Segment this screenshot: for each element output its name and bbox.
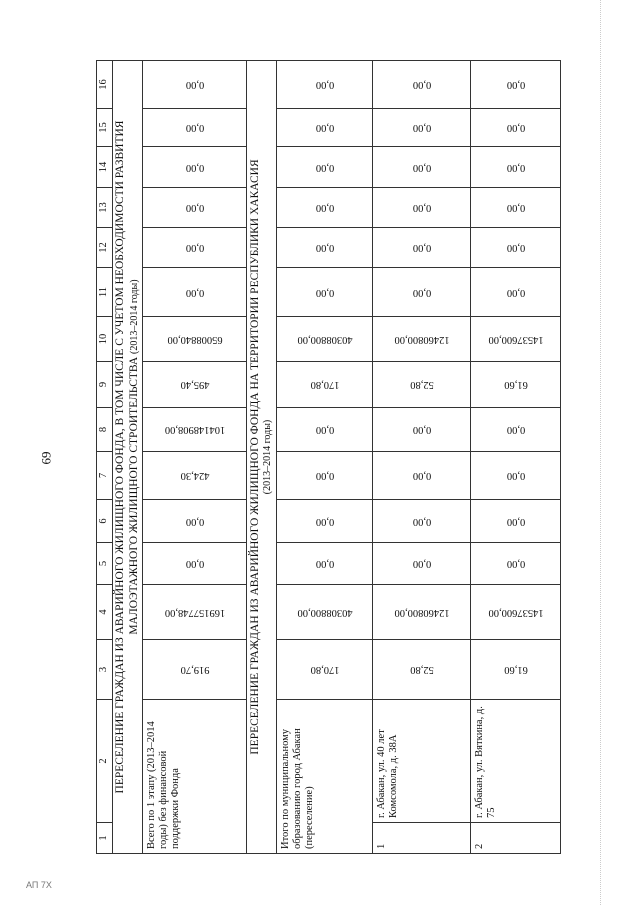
subtotal-row-label: Итого по муниципальному образованию город Абакан (переселение) <box>277 700 373 854</box>
value-text: 0,00 <box>185 122 204 134</box>
value-cell-col-9 <box>471 362 561 408</box>
column-number-12: 12 <box>97 228 113 268</box>
value-cell-col-3 <box>143 640 247 700</box>
value-text: 0,00 <box>506 79 525 91</box>
value-text: 0,00 <box>185 79 204 91</box>
value-cell-col-5 <box>143 543 247 585</box>
value-text: 0,00 <box>185 516 204 528</box>
value-cell-col-12 <box>471 228 561 268</box>
value-cell-col-13 <box>471 188 561 228</box>
value-cell-col-12 <box>277 228 373 268</box>
value-text: 0,00 <box>412 287 431 299</box>
value-cell-col-3 <box>373 640 471 700</box>
row-address: г. Абакан, ул. Вяткина, д. 75 <box>471 700 561 823</box>
value-text: 169157748,00 <box>164 607 225 619</box>
value-text: 40308800,00 <box>296 334 353 346</box>
value-text: 0,00 <box>412 202 431 214</box>
value-cell-col-14 <box>143 147 247 188</box>
row-number: 1 <box>373 823 471 854</box>
section1-title-line2: МАЛОЭТАЖНОГО ЖИЛИЩНОГО СТРОИТЕЛЬСТВА <box>127 356 140 635</box>
value-text: 61,60 <box>503 664 528 676</box>
column-number-8: 8 <box>97 408 113 452</box>
value-cell-col-15 <box>277 109 373 147</box>
value-cell-col-3 <box>277 640 373 700</box>
value-cell-col-10 <box>471 317 561 362</box>
value-cell-col-7 <box>373 452 471 500</box>
value-text: 170,80 <box>310 664 339 676</box>
scan-edge-line <box>600 0 602 905</box>
value-text: 0,00 <box>185 202 204 214</box>
column-number-6: 6 <box>97 500 113 543</box>
column-number-3: 3 <box>97 640 113 700</box>
column-number-16: 16 <box>97 61 113 109</box>
value-cell-col-5 <box>277 543 373 585</box>
value-text: 0,00 <box>506 287 525 299</box>
value-cell-col-15 <box>143 109 247 147</box>
row-number: 2 <box>471 823 561 854</box>
section-title-row <box>247 61 277 854</box>
value-cell-col-9 <box>277 362 373 408</box>
column-number-1: 1 <box>97 823 113 854</box>
value-text: 0,00 <box>185 162 204 174</box>
value-text: 52,80 <box>409 664 434 676</box>
value-text: 0,00 <box>506 122 525 134</box>
value-text: 0,00 <box>506 424 525 436</box>
column-number-7: 7 <box>97 452 113 500</box>
column-number-10: 10 <box>97 317 113 362</box>
value-cell-col-3 <box>471 640 561 700</box>
value-cell-col-16 <box>373 61 471 109</box>
value-text: 495,40 <box>180 379 209 391</box>
value-cell-col-6 <box>373 500 471 543</box>
value-text: 104148908,00 <box>164 424 225 436</box>
value-cell-col-11 <box>471 268 561 317</box>
value-text: 0,00 <box>412 162 431 174</box>
value-text: 0,00 <box>412 558 431 570</box>
value-text: 0,00 <box>412 470 431 482</box>
value-text: 0,00 <box>315 287 334 299</box>
value-text: 0,00 <box>506 558 525 570</box>
value-cell-col-16 <box>277 61 373 109</box>
value-cell-col-14 <box>277 147 373 188</box>
value-text: 0,00 <box>506 516 525 528</box>
value-text: 0,00 <box>412 516 431 528</box>
value-cell-col-6 <box>143 500 247 543</box>
value-cell-col-4 <box>277 585 373 640</box>
value-cell-col-16 <box>143 61 247 109</box>
value-text: 0,00 <box>412 242 431 254</box>
value-cell-col-12 <box>373 228 471 268</box>
column-number-14: 14 <box>97 147 113 188</box>
value-text: 0,00 <box>315 516 334 528</box>
value-cell-col-13 <box>277 188 373 228</box>
resettlement-table <box>96 60 561 854</box>
value-cell-col-9 <box>373 362 471 408</box>
value-text: 12460800,00 <box>393 607 450 619</box>
value-text: 0,00 <box>315 162 334 174</box>
section2-title-text: ПЕРЕСЕЛЕНИЕ ГРАЖДАН ИЗ АВАРИЙНОГО ЖИЛИЩНОГО ФОНДА НА ТЕРРИТОРИИ РЕСПУБЛИКИ ХАКАСИЯ <box>249 159 262 755</box>
value-text: 0,00 <box>412 122 431 134</box>
value-cell-col-11 <box>143 268 247 317</box>
value-cell-col-4 <box>373 585 471 640</box>
column-number-row <box>97 61 113 854</box>
value-cell-col-10 <box>143 317 247 362</box>
value-text: 65008840,00 <box>166 334 223 346</box>
value-text: 14537600,00 <box>487 334 544 346</box>
column-number-13: 13 <box>97 188 113 228</box>
value-text: 424,30 <box>180 470 209 482</box>
table-row <box>373 61 471 854</box>
value-text: 52,80 <box>409 379 434 391</box>
section-title-row <box>113 61 143 854</box>
value-text: 0,00 <box>506 470 525 482</box>
page-number: 69 <box>38 451 54 465</box>
value-cell-col-10 <box>373 317 471 362</box>
value-cell-col-6 <box>277 500 373 543</box>
section2-title <box>247 61 277 854</box>
value-text: 14537600,00 <box>487 607 544 619</box>
value-text: 0,00 <box>506 242 525 254</box>
value-text: 40308800,00 <box>296 607 353 619</box>
value-cell-col-14 <box>373 147 471 188</box>
value-text: 12460800,00 <box>393 334 450 346</box>
footer-stamp: АП 7Х <box>26 880 52 890</box>
value-cell-col-7 <box>277 452 373 500</box>
value-cell-col-6 <box>471 500 561 543</box>
value-text: 0,00 <box>185 242 204 254</box>
value-text: 0,00 <box>315 242 334 254</box>
value-cell-col-5 <box>373 543 471 585</box>
value-cell-col-11 <box>277 268 373 317</box>
value-cell-col-12 <box>143 228 247 268</box>
value-cell-col-8 <box>471 408 561 452</box>
value-cell-col-13 <box>143 188 247 228</box>
value-text: 170,80 <box>310 379 339 391</box>
value-text: 0,00 <box>315 79 334 91</box>
value-cell-col-14 <box>471 147 561 188</box>
value-text: 0,00 <box>185 287 204 299</box>
value-cell-col-5 <box>471 543 561 585</box>
column-number-4: 4 <box>97 585 113 640</box>
value-text: 0,00 <box>315 202 334 214</box>
value-text: 0,00 <box>185 558 204 570</box>
value-cell-col-4 <box>471 585 561 640</box>
section1-title <box>113 61 143 854</box>
value-text: 0,00 <box>315 424 334 436</box>
value-cell-col-9 <box>143 362 247 408</box>
value-text: 0,00 <box>506 162 525 174</box>
value-cell-col-15 <box>471 109 561 147</box>
total-row-label: Всего по 1 этапу (2013–2014 годы) без финансовой поддержки Фонда <box>143 700 247 854</box>
subtotal-row <box>277 61 373 854</box>
value-cell-col-8 <box>373 408 471 452</box>
section1-title-line1: ПЕРЕСЕЛЕНИЕ ГРАЖДАН ИЗ АВАРИЙНОГО ЖИЛИЩНОГО ФОНДА, В ТОМ ЧИСЛЕ С УЧЕТОМ НЕОБХОДИМОСТИ РАЗВИТИЯ <box>114 120 127 794</box>
column-number-15: 15 <box>97 109 113 147</box>
value-cell-col-10 <box>277 317 373 362</box>
total-row <box>143 61 247 854</box>
row-address: г. Абакан, ул. 40 лет Комсомола, д. 38А <box>373 700 471 823</box>
value-cell-col-8 <box>277 408 373 452</box>
value-text: 0,00 <box>315 470 334 482</box>
value-text: 0,00 <box>315 558 334 570</box>
value-cell-col-15 <box>373 109 471 147</box>
section2-years: (2013–2014 годы) <box>262 419 274 495</box>
value-cell-col-4 <box>143 585 247 640</box>
rotated-table-container <box>96 61 544 854</box>
column-number-2: 2 <box>97 700 113 823</box>
value-text: 0,00 <box>506 202 525 214</box>
value-cell-col-8 <box>143 408 247 452</box>
column-number-5: 5 <box>97 543 113 585</box>
value-cell-col-7 <box>471 452 561 500</box>
column-number-9: 9 <box>97 362 113 408</box>
value-cell-col-16 <box>471 61 561 109</box>
value-text: 0,00 <box>412 79 431 91</box>
value-cell-col-11 <box>373 268 471 317</box>
value-cell-col-7 <box>143 452 247 500</box>
value-text: 0,00 <box>315 122 334 134</box>
table-row <box>471 61 561 854</box>
section1-years: (2013–2014 годы) <box>128 279 140 354</box>
value-text: 61,60 <box>503 379 528 391</box>
column-number-11: 11 <box>97 268 113 317</box>
value-text: 0,00 <box>412 424 431 436</box>
value-text: 919,70 <box>180 664 209 676</box>
value-cell-col-13 <box>373 188 471 228</box>
